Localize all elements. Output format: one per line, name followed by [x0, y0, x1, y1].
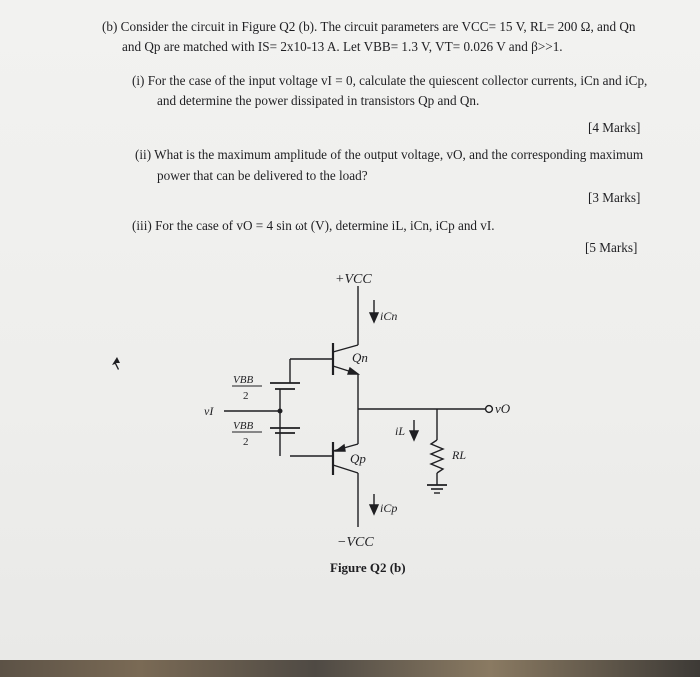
- part-ii-line2: power that can be delivered to the load?: [157, 168, 368, 183]
- icp-label: iCp: [380, 501, 398, 515]
- qn-label: Qn: [352, 350, 368, 365]
- vbb-top-den: 2: [243, 390, 249, 402]
- part-ii-marks: [3 Marks]: [588, 190, 641, 205]
- qp-label: Qp: [350, 451, 366, 466]
- vo-label: vO: [495, 401, 511, 416]
- vi-label: vI: [204, 404, 214, 418]
- vo-terminal: [486, 406, 493, 413]
- il-arrow-head: [410, 431, 418, 440]
- qp-arrow: [336, 445, 345, 451]
- rl-label: RL: [452, 448, 467, 462]
- vcc-minus-label: −VCC: [337, 535, 374, 550]
- rl-resistor: [431, 440, 443, 473]
- qp-collector: [333, 465, 358, 473]
- vcc-plus-label: +VCC: [335, 272, 372, 287]
- part-iii-line1: (iii) For the case of vO = 4 sin ωt (V), determine iL, iCn, iCp and vI.: [132, 218, 495, 233]
- icn-label: iCn: [380, 309, 398, 323]
- part-b-line1: (b) Consider the circuit in Figure Q2 (b). The circuit parameters are VCC= 15 V, RL= 200 Ω, and Qn: [102, 19, 636, 34]
- vi-node: [278, 409, 282, 413]
- vbb-bot-den: 2: [243, 436, 249, 448]
- part-iii-marks: [5 Marks]: [585, 240, 638, 255]
- il-label: iL: [395, 424, 406, 438]
- bottom-strip: [0, 660, 700, 677]
- vbb-bot-num: VBB: [233, 420, 254, 432]
- icn-arrow-head: [370, 313, 378, 322]
- qn-arrow: [348, 368, 358, 374]
- part-i-line2: and determine the power dissipated in transistors Qp and Qn.: [157, 93, 480, 108]
- part-b-line2: and Qp are matched with IS= 2x10-13 A. Let VBB= 1.3 V, VT= 0.026 V and β>>1.: [122, 39, 563, 54]
- vbb-top-num: VBB: [233, 374, 254, 386]
- part-i-line1: (i) For the case of the input voltage vI = 0, calculate the quiescent collector currents, iCn and iCp,: [132, 73, 648, 88]
- part-i-marks: [4 Marks]: [588, 120, 641, 135]
- icp-arrow-head: [370, 505, 378, 514]
- figure-caption: Figure Q2 (b): [330, 560, 406, 575]
- part-ii-line1: (ii) What is the maximum amplitude of the output voltage, vO, and the corresponding maximum: [135, 147, 644, 162]
